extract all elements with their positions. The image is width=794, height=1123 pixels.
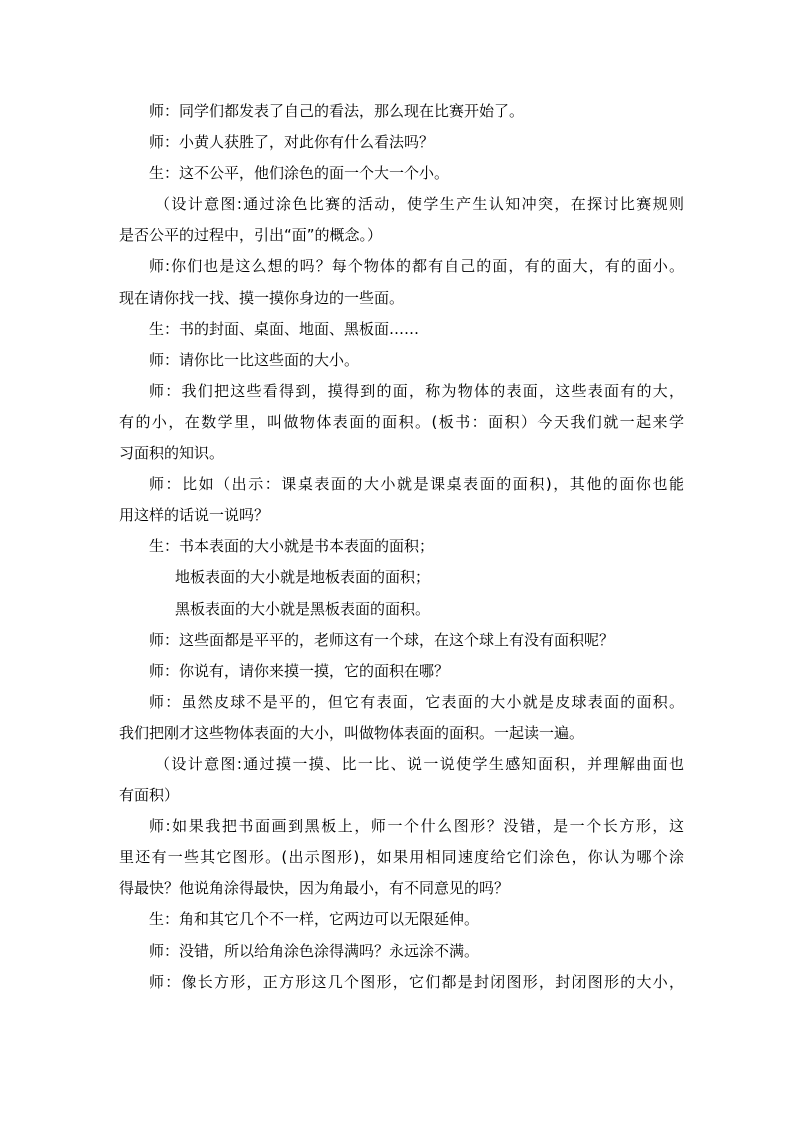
list-item: 地板表面的大小就是地板表面的面积； xyxy=(175,568,431,587)
paragraph-line: 师：虽然皮球不是平的，但它有表面，它表面的大小就是皮球表面的面积。 xyxy=(149,692,684,711)
paragraph-line: 师：比如（出示：课桌表面的大小就是课桌表面的面积)，其他的面你也能 xyxy=(149,475,684,494)
paragraph-line: 师：我们把这些看得到，摸得到的面，称为物体的表面，这些表面有的大， xyxy=(149,381,684,400)
paragraph-line: 我们把刚才这些物体表面的大小，叫做物体表面的面积。一起读一遍。 xyxy=(119,723,585,742)
paragraph-line: 师：同学们都发表了自己的看法，那么现在比赛开始了。 xyxy=(149,102,525,120)
paragraph-line: 师：你说有，请你来摸一摸，它的面积在哪？ xyxy=(149,661,450,680)
design-intent-note: （设计意图:通过涂色比赛的活动，使学生产生认知冲突，在探讨比赛规则 xyxy=(155,195,684,214)
paragraph-line: 师：这些面都是平平的，老师这有一个球，在这个球上有没有面积呢？ xyxy=(149,630,615,649)
paragraph-line: 师:如果我把书面画到黑板上，师一个什么图形？没错，是一个长方形，这 xyxy=(149,817,684,836)
paragraph-line: 生：这不公平，他们涂色的面一个大一个小。 xyxy=(149,164,450,183)
paragraph-line: 师:你们也是这么想的吗？每个物体的都有自己的面，有的面大，有的面小。 xyxy=(149,257,684,276)
design-intent-note: 是否公平的过程中，引出“面”的概念。） xyxy=(119,226,383,245)
paragraph-line: 师：没错，所以给角涂色涂得满吗？永远涂不满。 xyxy=(149,941,480,960)
paragraph-line: 习面积的知识。 xyxy=(119,444,225,463)
paragraph-line: 生：书的封面、桌面、地面、黑板面…… xyxy=(149,319,420,338)
paragraph-line: 用这样的话说一说吗？ xyxy=(119,506,270,525)
paragraph-line: 得最快？他说角涂得最快，因为角最小，有不同意见的吗？ xyxy=(119,879,510,898)
paragraph-line: 有的小，在数学里，叫做物体表面的面积。(板书：面积）今天我们就一起来学 xyxy=(119,412,684,431)
design-intent-note: （设计意图:通过摸一摸、比一比、说一说使学生感知面积，并理解曲面也 xyxy=(155,754,684,773)
list-item: 黑板表面的大小就是黑板表面的面积。 xyxy=(175,599,431,618)
document-body xyxy=(119,96,684,998)
paragraph-line: 生：角和其它几个不一样，它两边可以无限延伸。 xyxy=(149,910,480,929)
paragraph-line: 里还有一些其它图形。(出示图形)，如果用相同速度给它们涂色，你认为哪个涂 xyxy=(119,848,684,867)
paragraph-line: 师：像长方形，正方形这几个图形，它们都是封闭图形，封闭图形的大小， xyxy=(149,972,684,991)
paragraph-line: 师：请你比一比这些面的大小。 xyxy=(149,350,360,369)
paragraph-line: 现在请你找一找、摸一摸你身边的一些面。 xyxy=(119,288,405,307)
paragraph-line: 生：书本表面的大小就是书本表面的面积； xyxy=(149,537,435,556)
design-intent-note: 有面积） xyxy=(119,786,180,805)
paragraph-line: 师：小黄人获胜了，对此你有什么看法吗？ xyxy=(149,133,435,152)
